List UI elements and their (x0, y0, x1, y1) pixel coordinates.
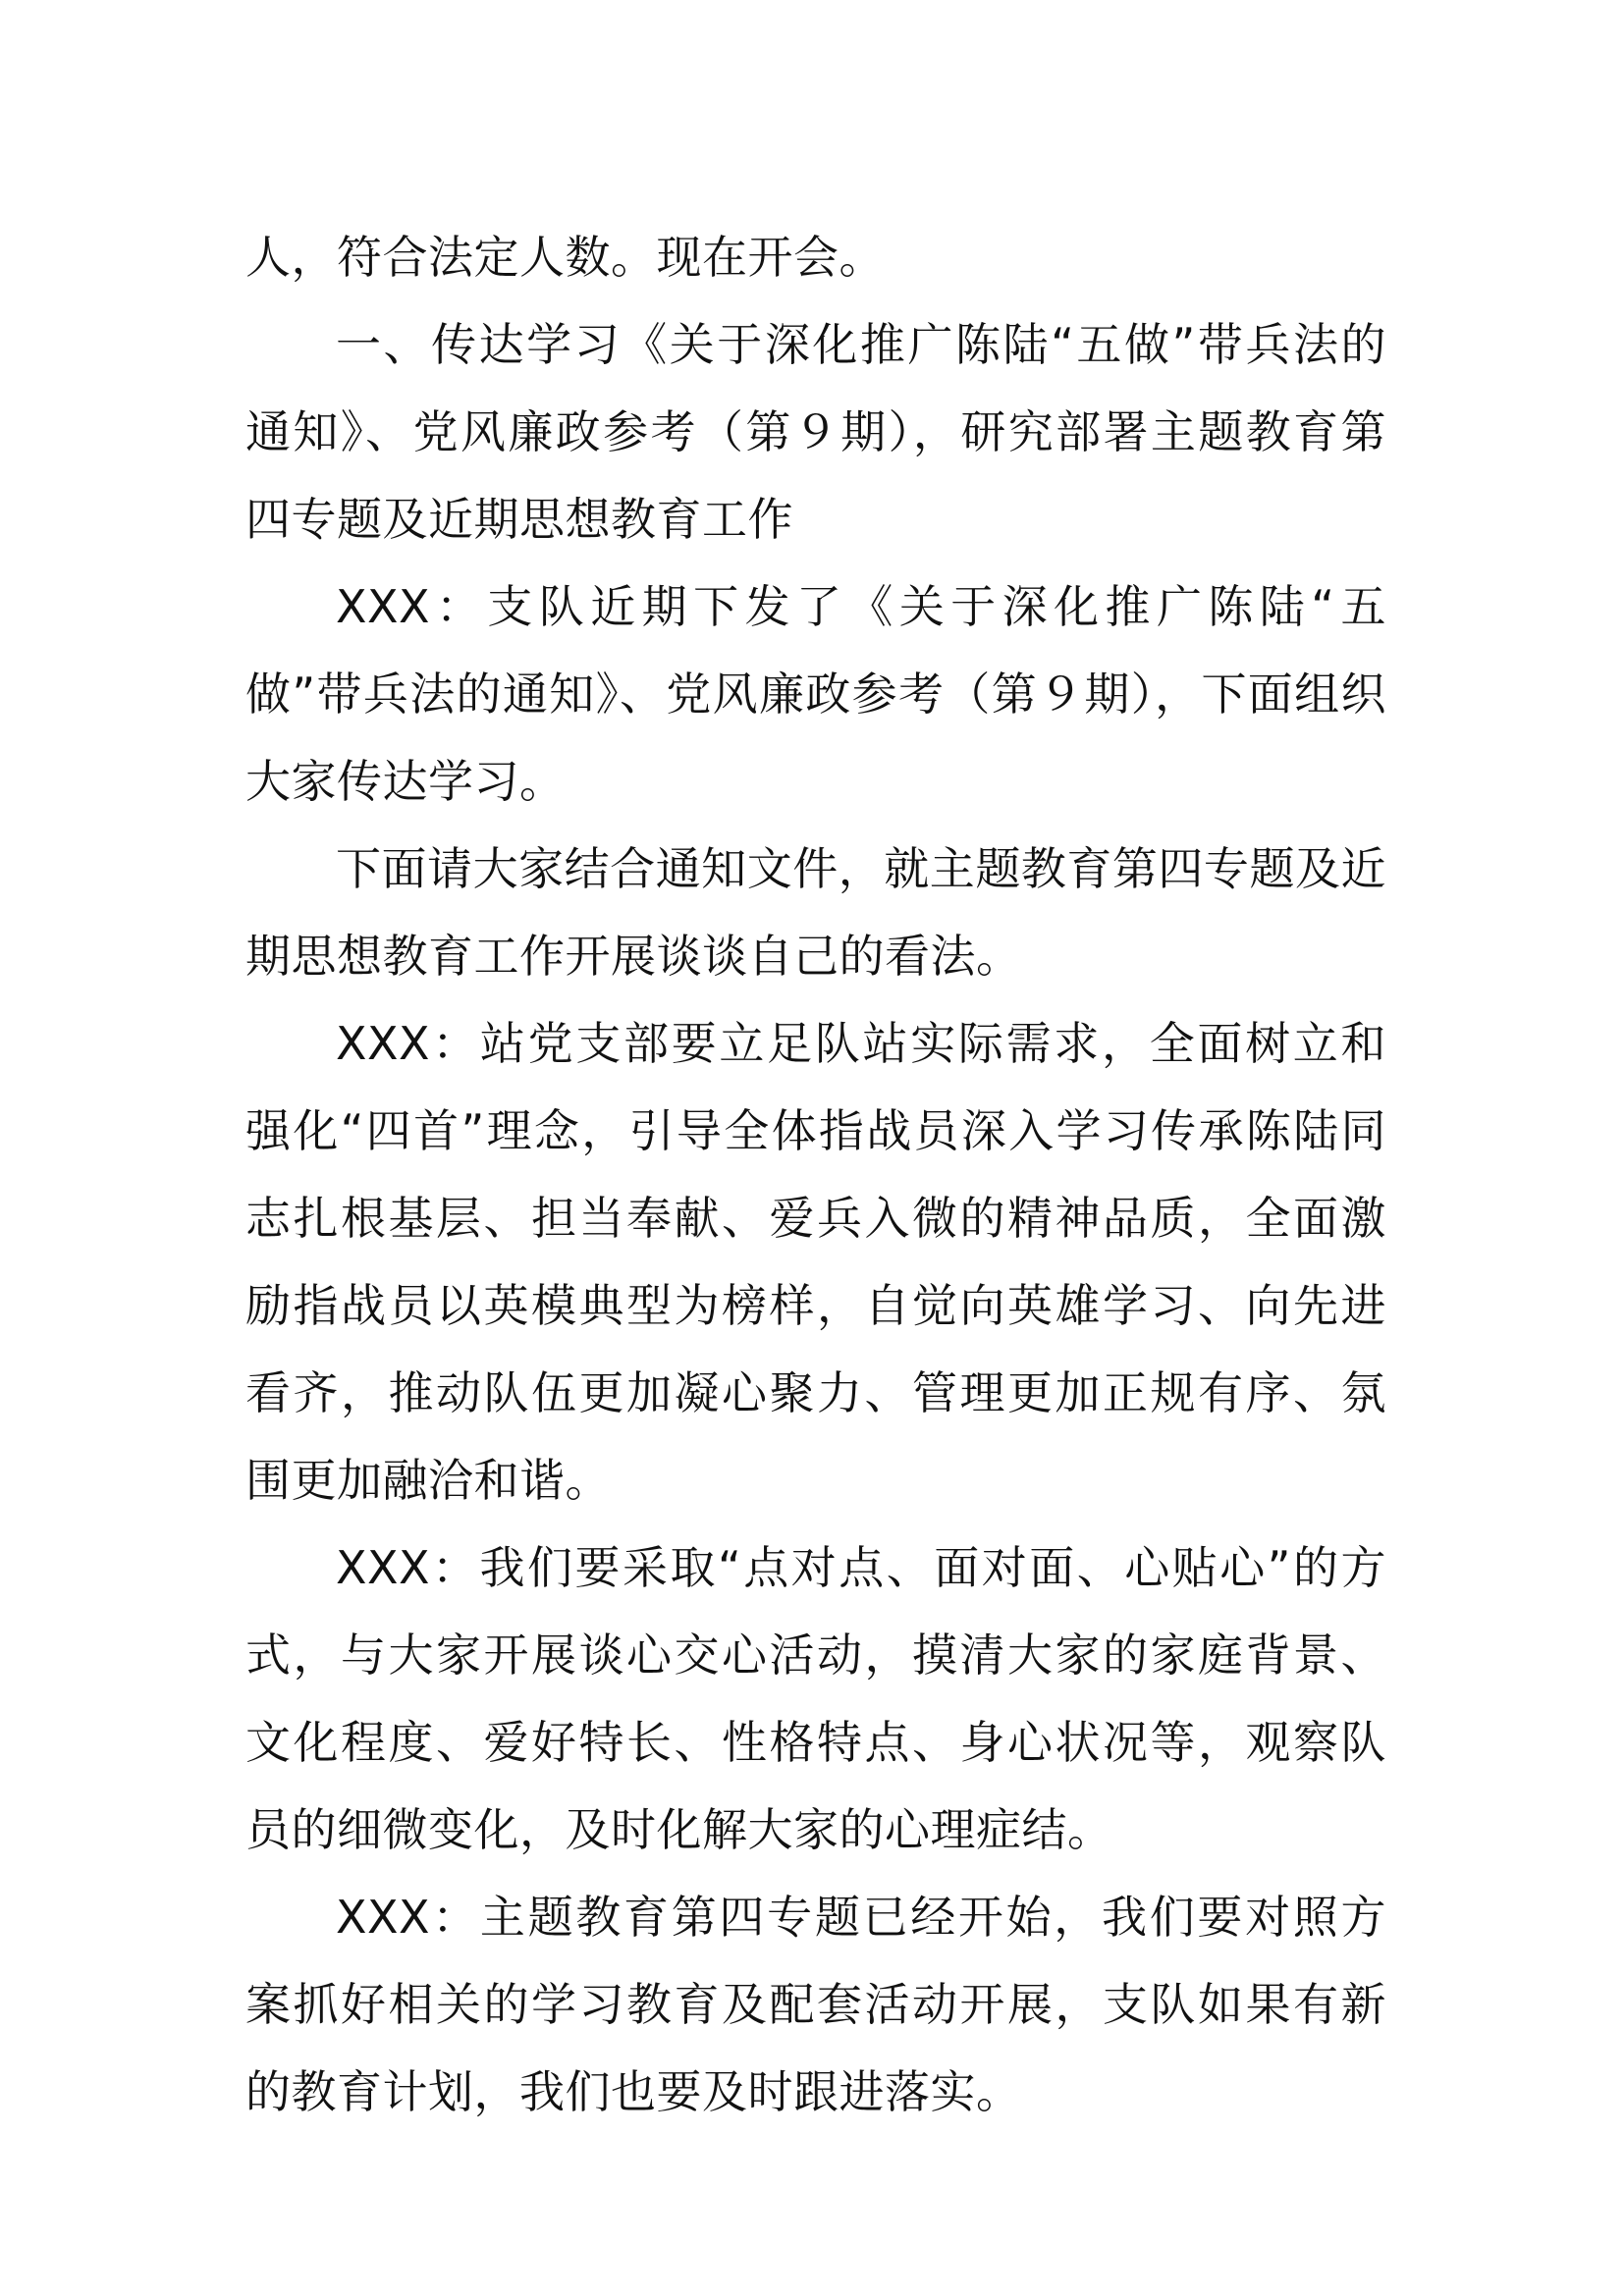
paragraph-speaker-statement: XXX：支队近期下发了《关于深化推广陈陆“五做”带兵法的通知》、党风廉政参考（第９期），下面组织大家传达学习。 (245, 580, 1386, 808)
paragraph-discussion-prompt: 下面请大家结合通知文件，就主题教育第四专题及近期思想教育工作开展谈谈自己的看法。 (245, 842, 1386, 983)
document-body (245, 214, 1386, 2136)
paragraph-speaker-statement: XXX：主题教育第四专题已经开始，我们要对照方案抓好相关的学习教育及配套活动开展，支队如果有新的教育计划，我们也要及时跟进落实。 (245, 1891, 1386, 2118)
paragraph-speaker-statement: XXX：站党支部要立足队站实际需求，全面树立和强化“四首”理念，引导全体指战员深入学习传承陈陆同志扎根基层、担当奉献、爱兵入微的精神品质，全面激励指战员以英模典型为榜样，自觉向英雄学习、向先进看齐，推动队伍更加凝心聚力、管理更加正规有序、氛围更加融洽和谐。 (245, 1017, 1386, 1507)
paragraph-continuation: 人，符合法定人数。现在开会。 (245, 231, 885, 284)
paragraph-speaker-statement: XXX：我们要采取“点对点、面对面、心贴心”的方式，与大家开展谈心交心活动，摸清大家的家庭背景、文化程度、爱好特长、性格特点、身心状况等，观察队员的细微变化，及时化解大家的心理症结。 (245, 1541, 1386, 1856)
paragraph-agenda-item-heading: 一、传达学习《关于深化推广陈陆“五做”带兵法的通知》、党风廉政参考（第９期），研究部署主题教育第四专题及近期思想教育工作 (245, 318, 1386, 546)
